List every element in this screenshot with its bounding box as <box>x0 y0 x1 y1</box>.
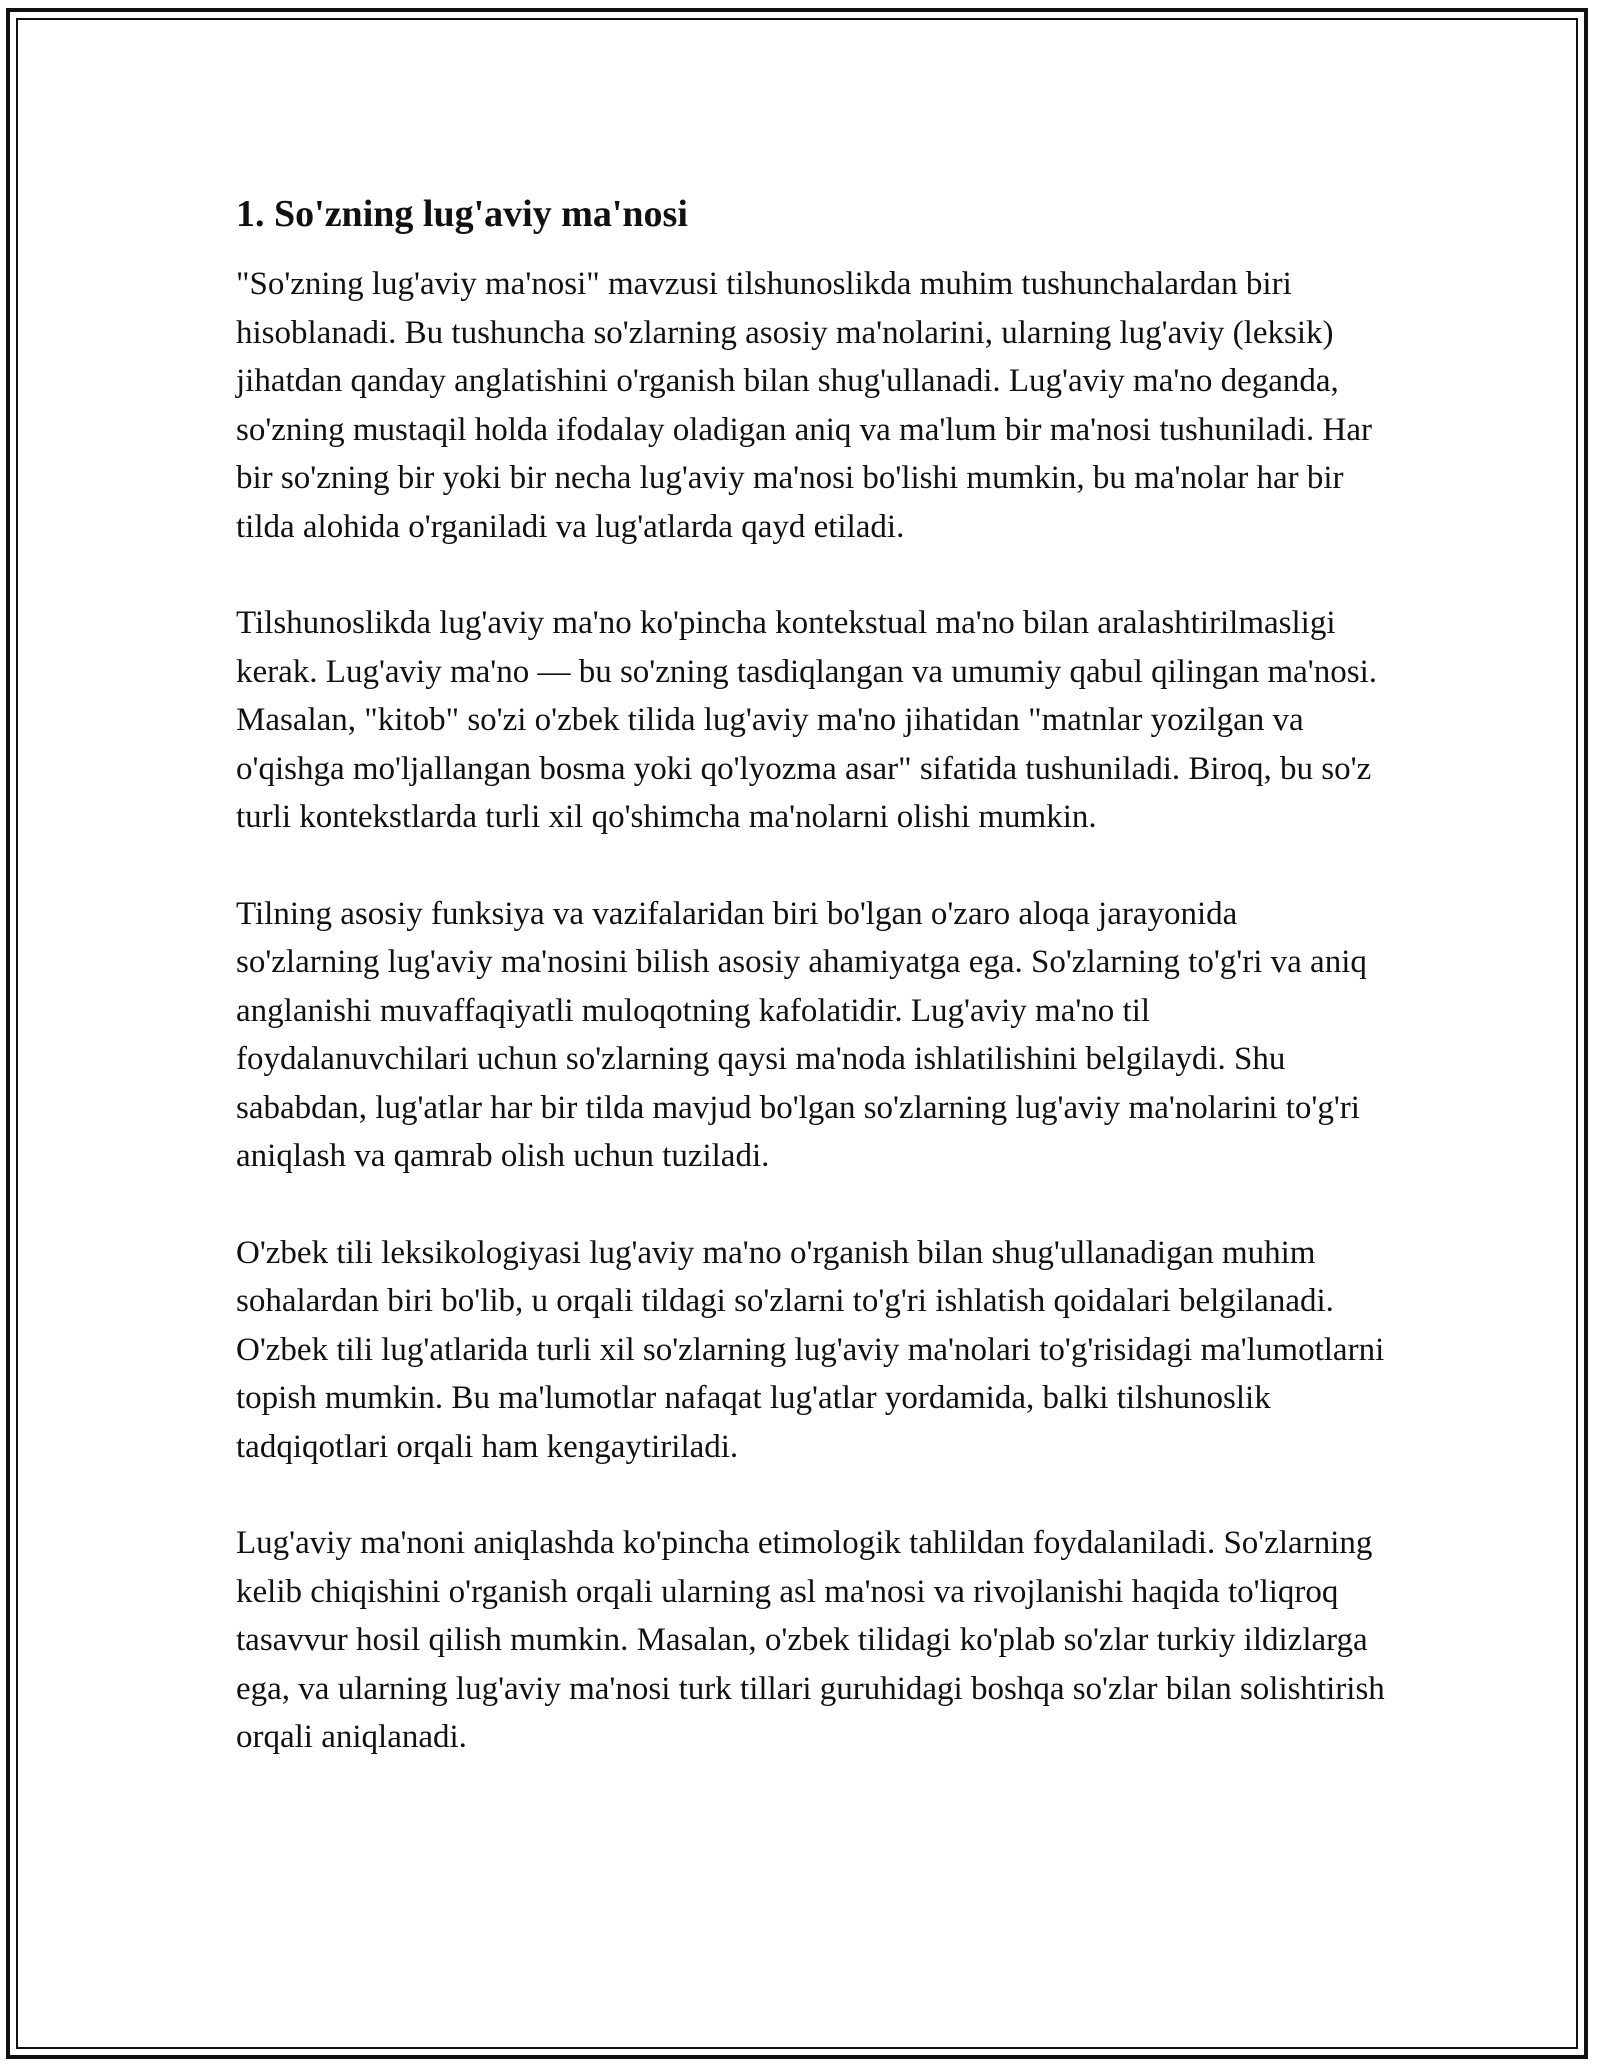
paragraph-1: "So'zning lug'aviy ma'nosi" mavzusi tilshunoslikda muhim tushunchalardan biri hisoblanadi. Bu tushuncha so'zlarning asosiy ma'nolarini, ularning lug'aviy (leksik) jihatdan qanday anglatishini o'rganish bilan shug'ullanadi. Lug'aviy ma'no deganda, so'zning mustaqil holda ifodalay oladigan aniq va ma'lum bir ma'nosi tushuniladi. Har bir so'zning bir yoki bir necha lug'aviy ma'nosi bo'lishi mumkin, bu ma'nolar har bir tilda alohida o'rganiladi va lug'atlarda qayd etiladi. <box>236 266 1372 545</box>
document-body <box>236 186 1386 1762</box>
paragraph-4: O'zbek tili leksikologiyasi lug'aviy ma'no o'rganish bilan shug'ullanadigan muhim sohalardan biri bo'lib, u orqali tildagi so'zlarni to'g'ri ishlatish qoidalari belgilanadi. O'zbek tili lug'atlarida turli xil so'zlarning lug'aviy ma'nolari to'g'risidagi ma'lumotlarni topish mumkin. Bu ma'lumotlar nafaqat lug'atlar yordamida, balki tilshunoslik tadqiqotlari orqali ham kengaytiriladi. <box>236 1234 1385 1465</box>
paragraph-5: Lug'aviy ma'noni aniqlashda ko'pincha etimologik tahlildan foydalaniladi. So'zlarning kelib chiqishini o'rganish orqali ularning asl ma'nosi va rivojlanishi haqida to'liqroq tasavvur hosil qilish mumkin. Masalan, o'zbek tilidagi ko'plab so'zlar turkiy ildizlarga ega, va ularning lug'aviy ma'nosi turk tillari guruhidagi boshqa so'zlar bilan solishtirish orqali aniqlanadi. <box>236 1525 1385 1755</box>
paragraph-2: Tilshunoslikda lug'aviy ma'no ko'pincha kontekstual ma'no bilan aralashtirilmasligi kerak. Lug'aviy ma'no — bu so'zning tasdiqlangan va umumiy qabul qilingan ma'nosi. Masalan, "kitob" so'zi o'zbek tilida lug'aviy ma'no jihatidan "matnlar yozilgan va o'qishga mo'ljallangan bosma yoki qo'lyozma asar" sifatida tushuniladi. Biroq, bu so'z turli kontekstlarda turli xil qo'shimcha ma'nolarni olishi mumkin. <box>236 605 1377 835</box>
paragraph-3: Tilning asosiy funksiya va vazifalaridan biri bo'lgan o'zaro aloqa jarayonida so'zlarning lug'aviy ma'nosini bilish asosiy ahamiyatga ega. So'zlarning to'g'ri va aniq anglanishi muvaffaqiyatli muloqotning kafolatidir. Lug'aviy ma'no til foydalanuvchilari uchun so'zlarning qaysi ma'noda ishlatilishini belgilaydi. Shu sababdan, lug'atlar har bir tilda mavjud bo'lgan so'zlarning lug'aviy ma'nolarini to'g'ri aniqlash va qamrab olish uchun tuziladi. <box>236 895 1367 1174</box>
section-heading: 1. So'zning lug'aviy ma'nosi <box>236 193 688 235</box>
